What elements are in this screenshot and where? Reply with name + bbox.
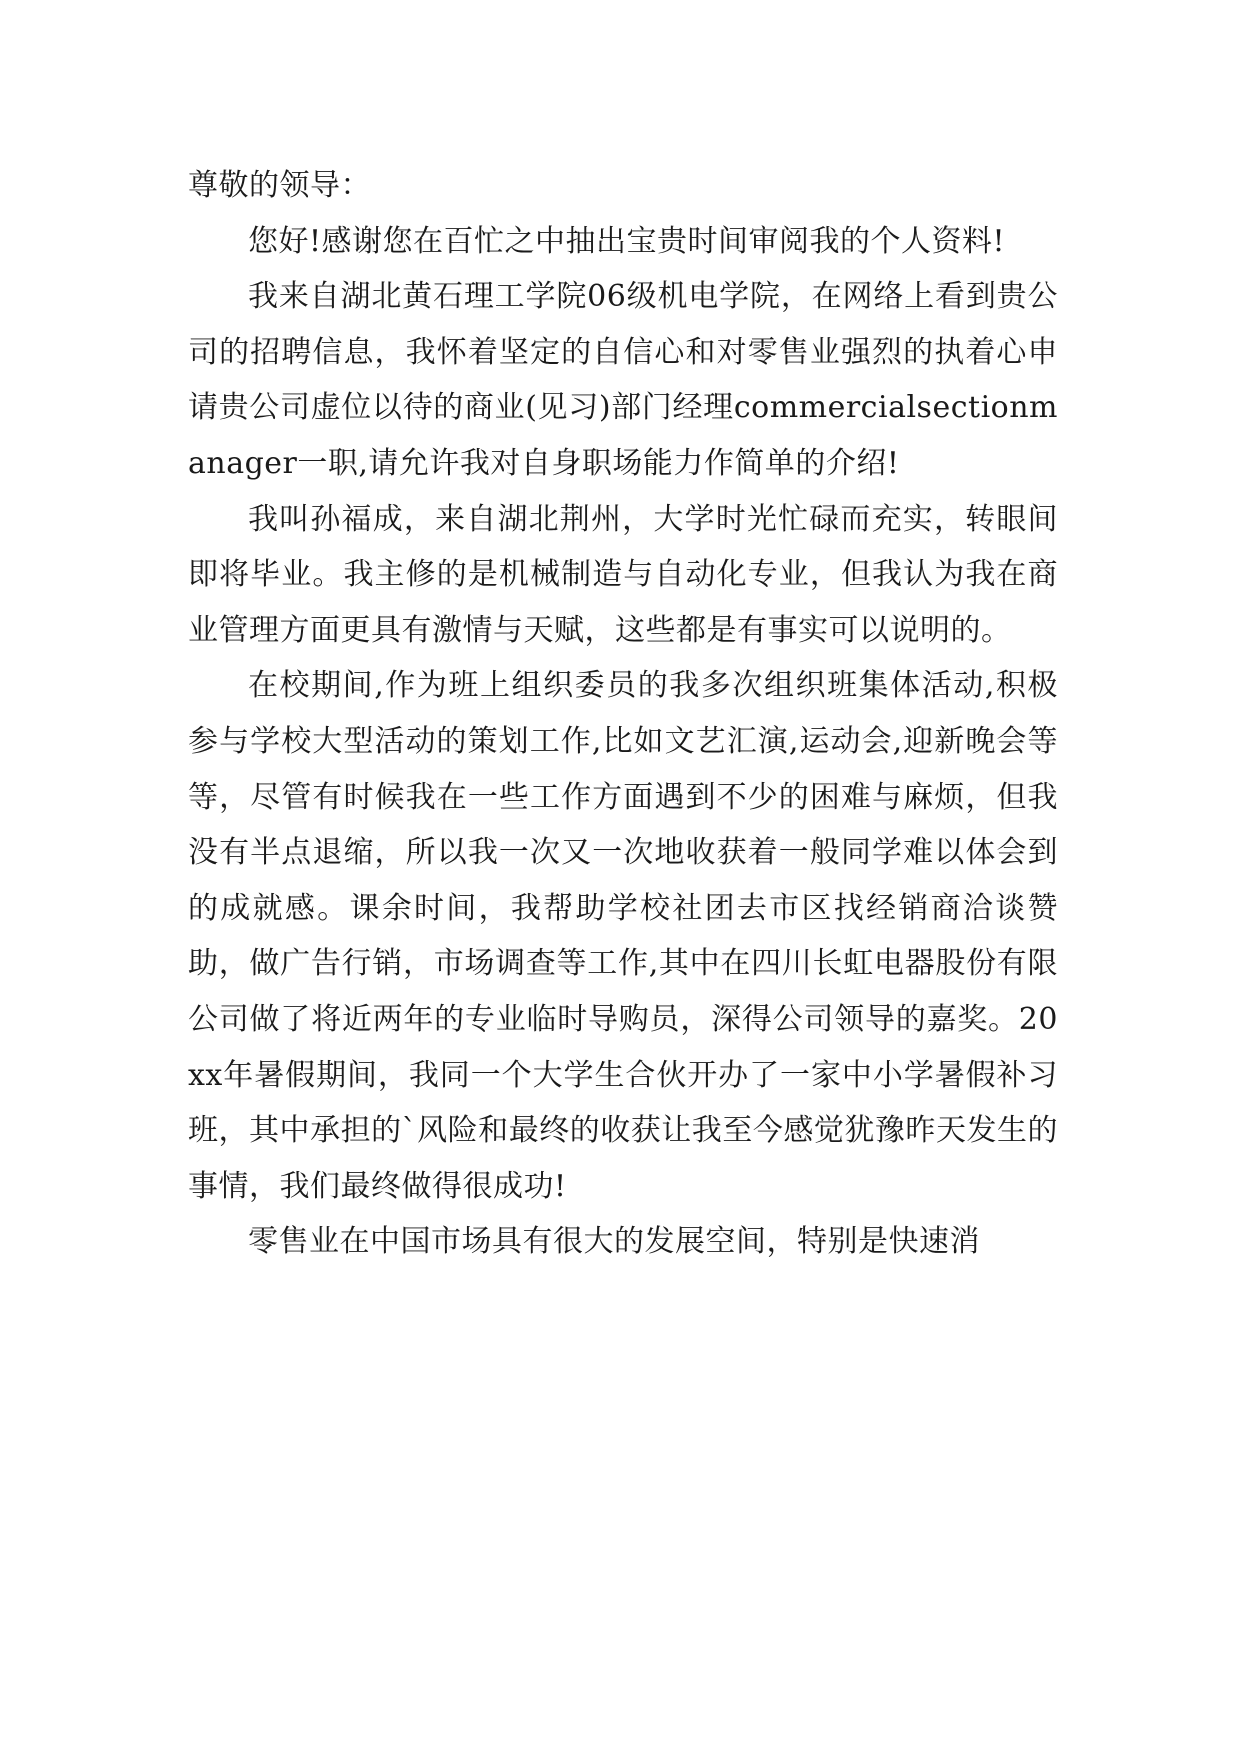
paragraph-campus-experience: 在校期间,作为班上组织委员的我多次组织班集体活动,积极参与学校大型活动的策划工作,比如文艺汇演,运动会,迎新晚会等等，尽管有时候我在一些工作方面遇到不少的困难与麻烦，但我没有半点退缩，所以我一次又一次地收获着一般同学难以体会到的成就感。课余时间，我帮助学校社团去市区找经销商洽谈赞助，做广告行销，市场调查等工作,其中在四川长虹电器股份有限公司做了将近两年的专业临时导购员，深得公司领导的嘉奖。20xx年暑假期间，我同一个大学生合伙开办了一家中小学暑假补习班，其中承担的`风险和最终的收获让我至今感觉犹豫昨天发生的事情，我们最终做得很成功!	[188, 668, 1058, 1204]
paragraph-retail-outlook: 零售业在中国市场具有很大的发展空间，特别是快速消	[248, 1224, 980, 1260]
paragraph-greeting: 您好!感谢您在百忙之中抽出宝贵时间审阅我的个人资料!	[248, 223, 1006, 259]
letter-body	[188, 158, 1058, 1270]
paragraph-background: 我叫孙福成，来自湖北荆州，大学时光忙碌而充实，转眼间即将毕业。我主修的是机械制造与自动化专业，但我认为我在商业管理方面更具有激情与天赋，这些都是有事实可以说明的。	[188, 501, 1058, 648]
letter-salutation: 尊敬的领导：	[188, 168, 371, 203]
paragraph-introduction: 我来自湖北黄石理工学院06级机电学院，在网络上看到贵公司的招聘信息，我怀着坚定的自信心和对零售业强烈的执着心申请贵公司虚位以待的商业(见习)部门经理commercialsectionmanager一职,请允许我对自身职场能力作简单的介绍!	[188, 279, 1058, 481]
